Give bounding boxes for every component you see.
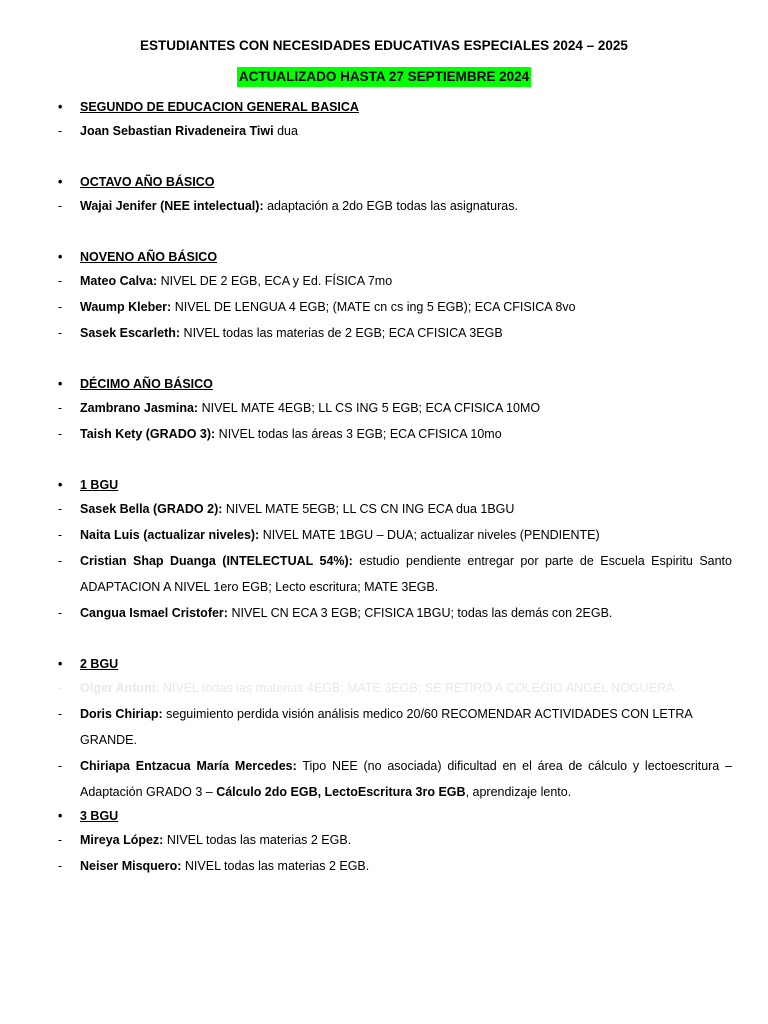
dash-marker: - bbox=[58, 199, 63, 213]
student-notes: NIVEL todas las materias 2 EGB. bbox=[181, 859, 370, 873]
section-heading-3-bgu bbox=[58, 805, 732, 827]
student-notes: NIVEL CN ECA 3 EGB; CFISICA 1BGU; todas las demás con 2EGB. bbox=[227, 606, 613, 620]
student-notes: NIVEL todas las materias 4EGB; MATE 3EGB; SE RETIRO A COLEGIO ANGEL NOGUERA. bbox=[159, 681, 678, 695]
student-entry bbox=[58, 320, 732, 346]
student-name: Sasek Escarleth: bbox=[80, 326, 181, 340]
student-notes: NIVEL MATE 4EGB; LL CS ING 5 EGB; ECA CFISICA 10MO bbox=[198, 401, 541, 415]
student-notes: dua bbox=[273, 124, 298, 138]
dash-marker: - bbox=[58, 528, 63, 542]
student-name: Neiser Misquero: bbox=[80, 859, 182, 873]
student-name: Naita Luis (actualizar niveles): bbox=[80, 528, 260, 542]
student-notes-bold: Cálculo 2do EGB, LectoEscritura 3ro EGB bbox=[216, 785, 466, 799]
student-name: Mireya López: bbox=[80, 833, 164, 847]
student-entry bbox=[58, 600, 732, 626]
student-entry bbox=[58, 496, 732, 522]
student-entry bbox=[58, 522, 732, 548]
section-heading-text: DÉCIMO AÑO BÁSICO bbox=[80, 377, 213, 391]
section-heading-text: 1 BGU bbox=[80, 478, 119, 492]
student-name: Joan Sebastian Rivadeneira Tiwi bbox=[80, 124, 274, 138]
dash-marker: - bbox=[58, 554, 63, 568]
student-notes: NIVEL todas las materias de 2 EGB; ECA CFISICA 3EGB bbox=[180, 326, 503, 340]
dash-marker: - bbox=[58, 124, 63, 138]
dash-marker: - bbox=[58, 326, 63, 340]
bullet-marker: • bbox=[58, 175, 63, 189]
bullet-marker: • bbox=[58, 657, 63, 671]
dash-marker: - bbox=[58, 502, 63, 516]
spacer bbox=[58, 447, 732, 474]
bullet-marker: • bbox=[58, 250, 63, 264]
bullet-marker: • bbox=[58, 377, 63, 391]
student-entry bbox=[58, 827, 732, 853]
spacer bbox=[58, 219, 732, 246]
student-name: Mateo Calva: bbox=[80, 274, 158, 288]
student-name: Doris Chiriap: bbox=[80, 707, 163, 721]
update-banner: ACTUALIZADO HASTA 27 SEPTIEMBRE 2024 bbox=[237, 67, 531, 87]
student-notes: Tipo NEE (no asociada) dificultad en el área de cálculo y lectoescritura – Adaptación GRADO 3 – bbox=[80, 759, 733, 799]
dash-marker: - bbox=[58, 427, 63, 441]
student-notes: NIVEL todas las áreas 3 EGB; ECA CFISICA 10mo bbox=[215, 427, 502, 441]
student-notes: seguimiento perdida visión análisis medico 20/60 RECOMENDAR ACTIVIDADES CON LETRA GRANDE. bbox=[80, 707, 693, 747]
student-entry bbox=[58, 268, 732, 294]
spacer bbox=[58, 346, 732, 373]
section-heading-text: 2 BGU bbox=[80, 657, 119, 671]
student-entry bbox=[58, 294, 732, 320]
student-notes: NIVEL MATE 1BGU – DUA; actualizar niveles (PENDIENTE) bbox=[259, 528, 600, 542]
bullet-marker: • bbox=[58, 809, 63, 823]
dash-marker: - bbox=[58, 681, 63, 695]
section-heading-text: NOVENO AÑO BÁSICO bbox=[80, 250, 218, 264]
section-heading-segundo-egb bbox=[58, 96, 732, 118]
student-notes: NIVEL DE LENGUA 4 EGB; (MATE cn cs ing 5 EGB); ECA CFISICA 8vo bbox=[171, 300, 576, 314]
bullet-marker: • bbox=[58, 478, 63, 492]
section-heading-noveno bbox=[58, 246, 732, 268]
student-entry bbox=[58, 701, 732, 753]
student-name: Taish Kety (GRADO 3): bbox=[80, 427, 216, 441]
bullet-marker: • bbox=[58, 100, 63, 114]
student-notes: NIVEL todas las materias 2 EGB. bbox=[163, 833, 352, 847]
spacer bbox=[58, 144, 732, 171]
section-heading-decimo bbox=[58, 373, 732, 395]
section-heading-1-bgu bbox=[58, 474, 732, 496]
student-name: Cangua Ismael Cristofer: bbox=[80, 606, 228, 620]
student-notes: adaptación a 2do EGB todas las asignaturas. bbox=[263, 199, 518, 213]
student-name: Wajai Jenifer (NEE intelectual): bbox=[80, 199, 264, 213]
dash-marker: - bbox=[58, 300, 63, 314]
student-name: Chiriapa Entzacua María Mercedes: bbox=[80, 759, 297, 773]
dash-marker: - bbox=[58, 606, 63, 620]
student-notes: estudio pendiente entregar por parte de Escuela Espiritu Santo ADAPTACION A NIVEL 1ero EGB; Lecto escritura; MATE 3EGB. bbox=[80, 554, 732, 594]
student-entry bbox=[58, 118, 732, 144]
student-entry bbox=[58, 193, 732, 219]
student-name: Olger Antuni: bbox=[80, 681, 160, 695]
student-entry bbox=[58, 548, 732, 600]
dash-marker: - bbox=[58, 759, 63, 773]
section-heading-text: 3 BGU bbox=[80, 809, 119, 823]
spacer bbox=[58, 626, 732, 653]
dash-marker: - bbox=[58, 859, 63, 873]
student-name: Zambrano Jasmina: bbox=[80, 401, 199, 415]
section-heading-text: SEGUNDO DE EDUCACION GENERAL BASICA bbox=[80, 100, 359, 114]
student-notes: NIVEL DE 2 EGB, ECA y Ed. FÍSICA 7mo bbox=[157, 274, 393, 288]
student-entry-withdrawn bbox=[58, 675, 732, 701]
student-notes: NIVEL MATE 5EGB; LL CS CN ING ECA dua 1BGU bbox=[222, 502, 515, 516]
dash-marker: - bbox=[58, 274, 63, 288]
dash-marker: - bbox=[58, 401, 63, 415]
section-heading-2-bgu bbox=[58, 653, 732, 675]
student-name: Waump Kleber: bbox=[80, 300, 172, 314]
dash-marker: - bbox=[58, 833, 63, 847]
student-name: Sasek Bella (GRADO 2): bbox=[80, 502, 223, 516]
document-title: ESTUDIANTES CON NECESIDADES EDUCATIVAS ESPECIALES 2024 – 2025 bbox=[140, 38, 628, 53]
student-notes-tail: , aprendizaje lento. bbox=[465, 785, 572, 799]
student-entry bbox=[58, 853, 732, 879]
section-heading-octavo bbox=[58, 171, 732, 193]
document-body bbox=[58, 96, 732, 879]
dash-marker: - bbox=[58, 707, 63, 721]
section-heading-text: OCTAVO AÑO BÁSICO bbox=[80, 175, 215, 189]
student-name: Cristian Shap Duanga (INTELECTUAL 54%): bbox=[80, 554, 353, 568]
student-entry bbox=[58, 395, 732, 421]
update-banner-wrap bbox=[0, 67, 768, 87]
student-entry bbox=[58, 753, 732, 805]
student-entry bbox=[58, 421, 732, 447]
